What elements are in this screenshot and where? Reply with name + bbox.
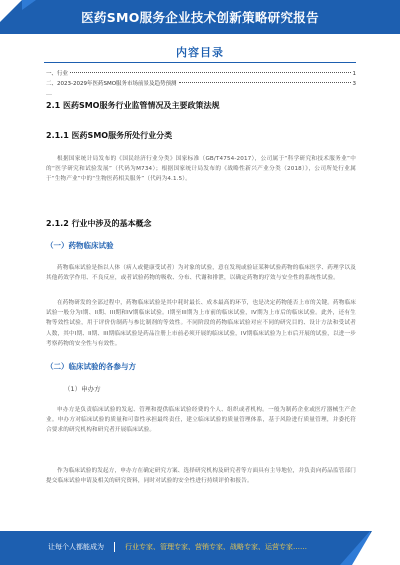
toc-item-label: 二、2023-2029年医药SMO服务市场前景及趋势预测 (46, 81, 177, 87)
subsection-heading-participants: （二）临床试验的各参与方 (46, 362, 136, 371)
toc-item-page: 1 (352, 71, 356, 77)
toc-leader-dots (70, 72, 350, 73)
footer-lead-text: 让每个人都能成为 (48, 543, 104, 551)
sub-subheading-sponsor: （1）申办方 (64, 385, 101, 393)
toc-item-label: 一、行业 (46, 71, 69, 77)
toc-ellipsis: … (46, 90, 52, 97)
toc-title: 内容目录 (176, 46, 224, 59)
toc-item[interactable] (46, 80, 356, 89)
section-heading-2-1-1: 2.1.1 医药SMO服务所处行业分类 (46, 131, 173, 140)
section-heading-2-1: 2.1 医药SMO服务行业监管情况及主要政策法规 (46, 101, 220, 110)
toc-divider (44, 62, 356, 63)
paragraph: 作为临床试验的发起方，申办方在确定研究方案、选择研究机构及研究者等方面具有主导地位，并负责向药品监管部门提交临床试验申请及相关的研究资料，同时对试验的安全性进行持续评价和报告。 (46, 468, 356, 485)
footer-roles-text: 行业专家、管理专家、营销专家、战略专家、运营专家…… (125, 543, 307, 551)
footer-slogan (48, 542, 307, 552)
paragraph: 根据国家统计局发布的《国民经济行业分类》国家标准（GB/T4754-2017），公司属于“科学研究和技术服务业”中的“医学研究和试验发展”（代码为M734）；根据国家统计局发布的《战略性新兴产业分类（2018）》，公司所处行业属于“生物产业”中的“生物医药相关服务”（代码为4.1.5）。 (46, 156, 356, 183)
paragraph: 在药物研发的全部过程中，药物临床试验是其中耗时最长、成本最高的环节，也是决定药物能否上市的关键。药物临床试验一般分为I期、II期、III期和IV期临床试验。I期至III期为上市前的临床试验，IV期为上市后的临床试验。此外，还有生物等效性试验，用于评价仿制药与参比制剂的等效性。不同阶段的药物临床试验对应不同的研究目的、设计方法和受试者人数，其中I期、II期、III期临床试验是药品注册上市前必须开展的临床试验，IV期临床试验为上市后开展的试验，以进一步考察药物的安全性与有效性。 (46, 300, 356, 347)
toc-item-page: 3 (352, 81, 356, 87)
footer-decoration (372, 531, 400, 565)
section-heading-2-1-2: 2.1.2 行业中涉及的基本概念 (46, 219, 152, 228)
toc-leader-dots (179, 82, 351, 83)
subsection-heading-clinical-trials: （一）药物临床试验 (46, 241, 114, 250)
report-title: 医药SMO服务企业技术创新策略研究报告 (81, 10, 319, 25)
paragraph: 药物临床试验是指以人体（病人或健康受试者）为对象的试验，意在发现或验证某种试验药物的临床医学、药理学以及其他药效学作用、不良反应，或者试验药物的吸收、分布、代谢和排泄，以确定药物的疗效与安全性的系统性试验。 (46, 265, 356, 282)
paragraph: 申办方是负责临床试验的发起、管理和提供临床试验经费的个人、组织或者机构。一般为制药企业或医疗器械生产企业。申办方对临床试验的质量和可靠性承担最终责任，建立临床试验的质量管理体系，基于风险进行质量管理，并委托符合要求的研究机构和研究者开展临床试验。 (46, 407, 356, 434)
toc-item[interactable] (46, 70, 356, 79)
footer-separator (114, 542, 115, 552)
footer-decoration (352, 531, 372, 565)
